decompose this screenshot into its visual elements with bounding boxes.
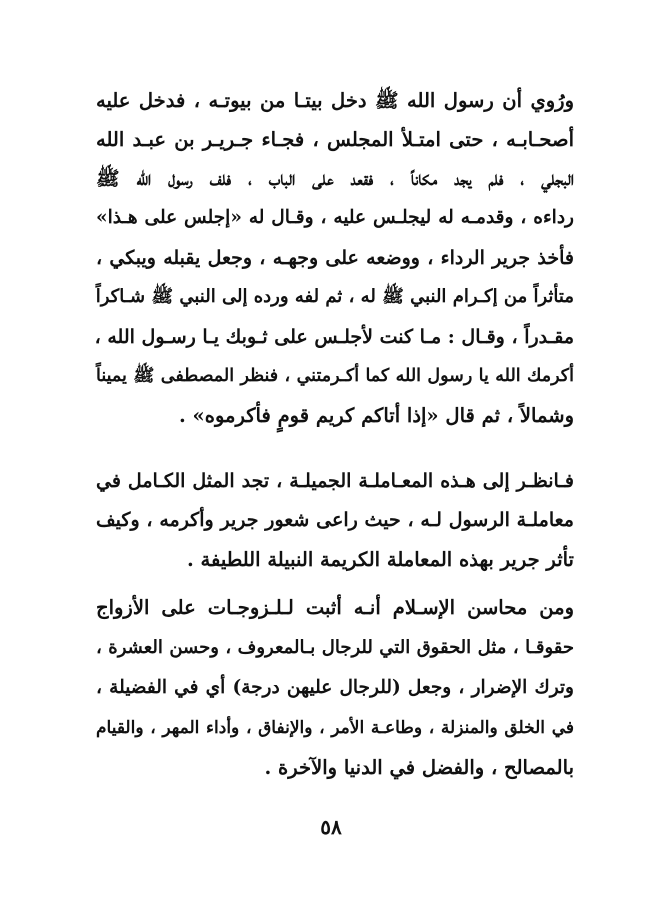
text-line: فـانظـر إلى هـذه المعـاملـة الجميلـة ، تجد المثل الكـامل في <box>96 470 574 492</box>
text-line: ومن محاسن الإسـلام أنـه أثبت لـلـزوجـات على الأزواج <box>96 596 574 619</box>
text-line: فأخذ جرير الرداء ، ووضعه على وجهـه ، وجعل يقبله ويبكي ، <box>96 247 574 269</box>
text-line: أصحـابـه ، حتى امتـلأ المجلس ، فجـاء جـريـر بن عبـد الله <box>96 128 574 151</box>
text-line: متأثراً من إكـرام النبي ﷺ له ، ثم لفه ورده إلى النبي ﷺ شـاكراً <box>95 286 574 307</box>
page-number: ٥٨ <box>320 815 342 839</box>
text-line: وترك الإضرار ، وجعل (للرجال عليهن درجة) أي في الفضيلة ، <box>96 677 574 698</box>
text-line: البجلي ، فلم يجد مكاناً ، فقعد على الباب ، فلف رسول الله ﷺ <box>96 167 574 190</box>
text-line: رداءه ، وقدمـه له ليجلـس عليه ، وقـال له «إجلس على هـذا» <box>96 207 574 228</box>
text-line: بالمصالح ، والفضل في الدنيا والآخرة . <box>264 756 574 779</box>
text-line: مقـدراً ، وقـال : مـا كنت لأجلـس على ثـوبك يـا رسـول الله ، <box>94 326 574 348</box>
text-line: تأثر جرير بهذه المعاملة الكريمة النبيلة اللطيفة . <box>186 548 574 571</box>
text-line: ورُوي أن رسول الله ﷺ دخل بيتـا من بيوتـه ، فدخل عليه <box>96 89 574 112</box>
text-line: في الخلق والمنزلة ، وطاعـة الأمر ، والإنفاق ، وأداء المهر ، والقيام <box>96 718 574 738</box>
text-line: حقوقـا ، مثل الحقوق التي للرجال بـالمعروف ، وحسن العشرة ، <box>96 637 574 658</box>
text-line: معاملـة الرسول لـه ، حيث راعى شعور جرير وأكرمه ، وكيف <box>96 509 574 531</box>
text-line: أكرمك الله يا رسول الله كما أكـرمتني ، فنظر المصطفى ﷺ يميناً <box>96 366 575 386</box>
text-line: وشمالاً ، ثم قال «إذا أتاكم كريم قومٍ فأكرموه» . <box>178 404 574 427</box>
